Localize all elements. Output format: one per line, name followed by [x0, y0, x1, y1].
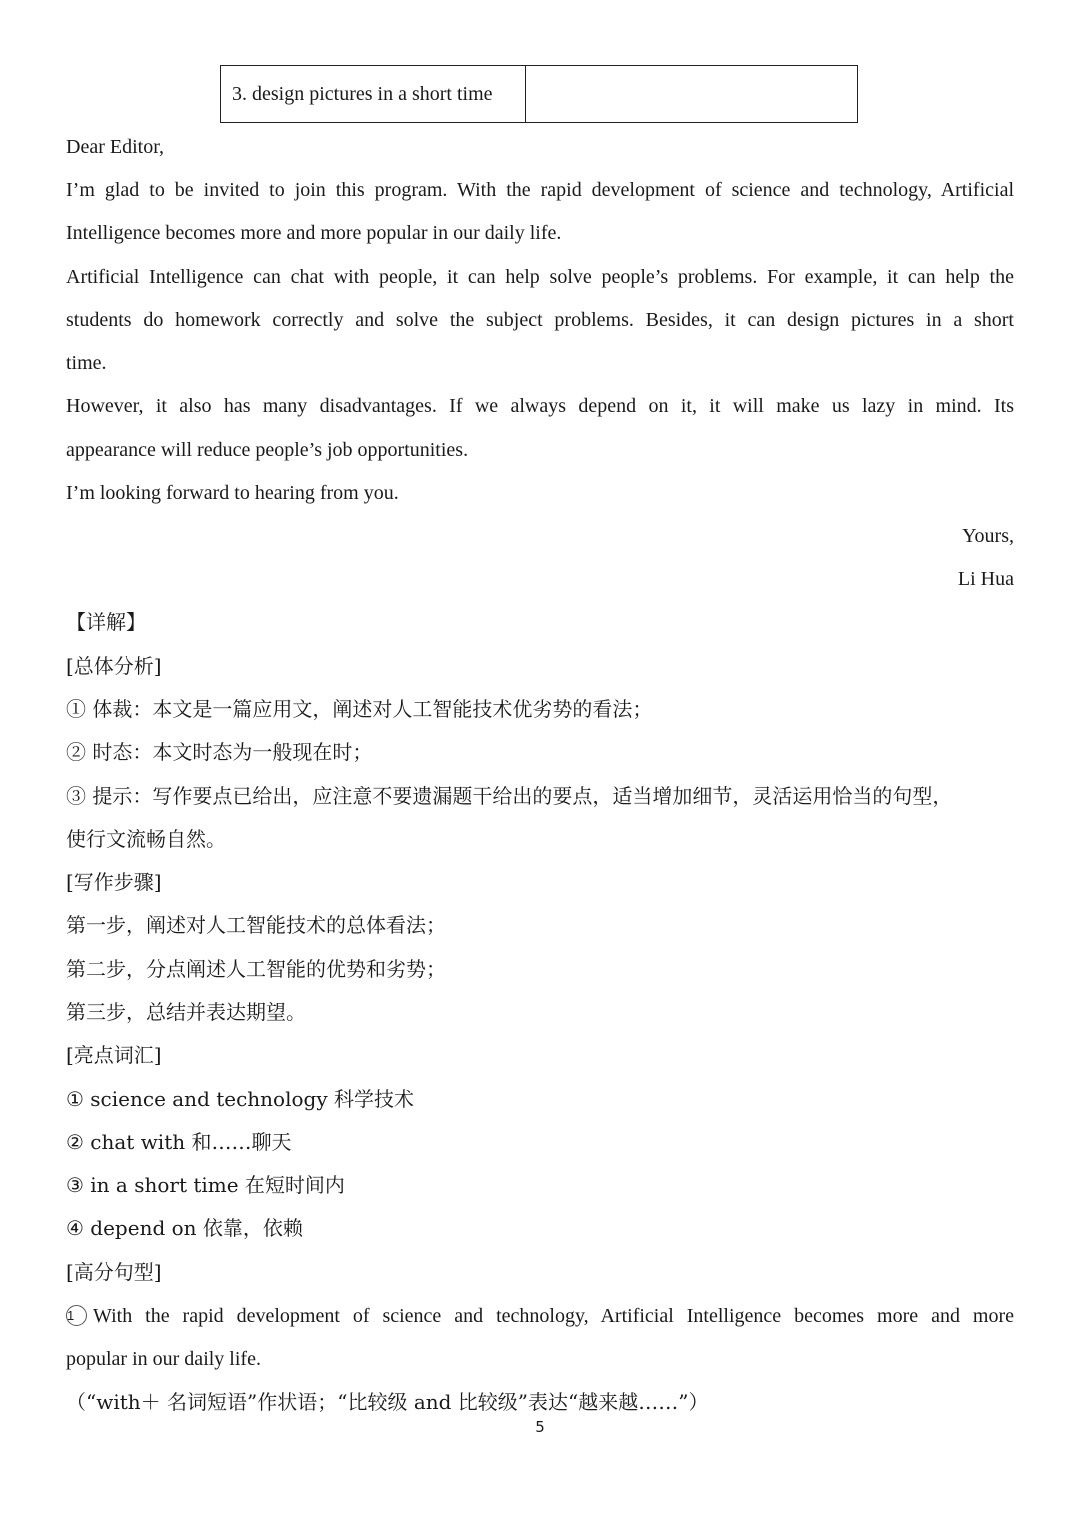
vocabulary-item-4: ④ depend on 依靠，依赖 — [66, 1216, 303, 1240]
letter-paragraph-3-line-1: However, it also has many disadvantages. If we always depend on it, it will make us lazy in mind. Its — [66, 395, 1014, 417]
letter-greeting: Dear Editor, — [66, 136, 165, 158]
sentence-number-badge: 1 — [66, 1305, 87, 1326]
vocabulary-item-3: ③ in a short time 在短时间内 — [66, 1173, 345, 1197]
table-cell-point: 3. design pictures in a short time — [221, 66, 526, 122]
letter-paragraph-4: I’m looking forward to hearing from you. — [66, 482, 399, 504]
writing-step-1: 第一步，阐述对人工智能技术的总体看法； — [66, 913, 446, 937]
table-cell-empty — [526, 66, 857, 122]
writing-step-3: 第三步，总结并表达期望。 — [66, 1000, 306, 1024]
overall-analysis-title: [总体分析] — [66, 654, 162, 678]
analysis-heading: 【详解】 — [66, 610, 146, 634]
overall-analysis-item-3-line-2: 使行文流畅自然。 — [66, 827, 226, 851]
letter-closing: Yours, — [962, 525, 1014, 547]
sentence-pattern-note: （“with＋ 名词短语”作状语；“比较级 and 比较级”表达“越来越……”） — [66, 1390, 709, 1414]
vocabulary-item-2: ② chat with 和……聊天 — [66, 1130, 292, 1154]
sentence-pattern-1-line-1 — [66, 1302, 1014, 1330]
vocabulary-item-1: ① science and technology 科学技术 — [66, 1087, 414, 1111]
letter-paragraph-3-line-2: appearance will reduce people’s job opportunities. — [66, 439, 469, 461]
letter-paragraph-2-line-3: time. — [66, 352, 107, 374]
writing-step-2: 第二步，分点阐述人工智能的优势和劣势； — [66, 957, 446, 981]
letter-paragraph-1-line-2: Intelligence becomes more and more popular in our daily life. — [66, 222, 562, 244]
overall-analysis-item-3-line-1: ③ 提示：写作要点已给出，应注意不要遗漏题干给出的要点，适当增加细节，灵活运用恰当的句型， — [66, 784, 953, 808]
page-number: 5 — [535, 1418, 545, 1436]
writing-steps-title: [写作步骤] — [66, 870, 162, 894]
overall-analysis-item-1: ① 体裁：本文是一篇应用文，阐述对人工智能技术优劣势的看法； — [66, 697, 653, 721]
letter-paragraph-2-line-1: Artificial Intelligence can chat with people, it can help solve people’s problems. For example, it can help the — [66, 266, 1014, 288]
letter-signature: Li Hua — [957, 568, 1014, 590]
vocabulary-title: [亮点词汇] — [66, 1043, 162, 1067]
letter-paragraph-2-line-2: students do homework correctly and solve the subject problems. Besides, it can design pictures in a short — [66, 309, 1014, 331]
sentence-pattern-1-text: With the rapid development of science and technology, Artificial Intelligence becomes more and more — [93, 1305, 1014, 1327]
letter-paragraph-1-line-1: I’m glad to be invited to join this program. With the rapid development of science and technology, Artificial — [66, 179, 1014, 201]
sentence-patterns-title: [高分句型] — [66, 1260, 162, 1284]
overall-analysis-item-2: ② 时态：本文时态为一般现在时； — [66, 740, 373, 764]
sentence-pattern-1-line-2: popular in our daily life. — [66, 1348, 261, 1370]
points-table — [220, 65, 858, 123]
